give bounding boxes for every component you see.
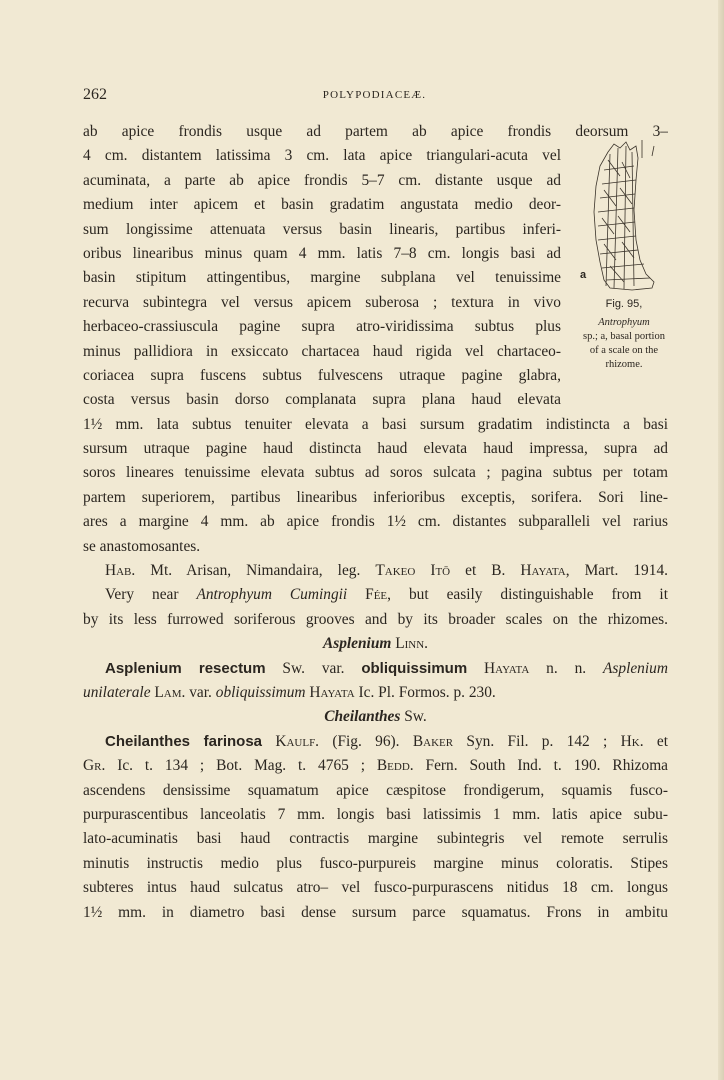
variety-name: obliquissimum bbox=[215, 683, 306, 701]
author-name: Baker bbox=[412, 732, 454, 750]
genus-heading-cheilanthes bbox=[83, 705, 668, 729]
note-line: by its less furrowed soriferous grooves and by its broader scales on the rhizomes. bbox=[83, 610, 668, 628]
text-line: lato-acuminatis basi haud contractis margine subintegris vel remote serrulis bbox=[83, 830, 668, 848]
page-header bbox=[83, 86, 666, 108]
text-line: 1½ mm. in diametro basi dense sursum parce squamatus. Frons in ambitu bbox=[83, 903, 668, 921]
species-name: Cheilanthes farinosa bbox=[105, 732, 263, 750]
collector-name: B. Hayata bbox=[491, 562, 566, 580]
var-label: var. bbox=[304, 659, 362, 677]
author-name: Kaulf. bbox=[275, 732, 320, 750]
author-name: Sw. bbox=[282, 659, 305, 677]
reference-text: Ic. t. 134 ; Bot. Mag. t. 4765 ; bbox=[105, 757, 377, 775]
running-title: POLYPODIACEÆ. bbox=[322, 89, 427, 101]
text-line: soros lineares tenuissime elevata subtus ad soros sulcata ; pagina subtus per totam bbox=[83, 464, 668, 482]
var-label: var. bbox=[185, 683, 216, 701]
habitat-line bbox=[83, 559, 668, 583]
text-line: sum longissime attenuata versus basin linearis, partibus inferi- bbox=[83, 220, 561, 238]
author-name: Lam. bbox=[154, 683, 186, 701]
author-name: Gr. bbox=[83, 757, 106, 775]
author-name: Linn. bbox=[395, 635, 429, 653]
text-line: minus pallidiora in exsiccato chartacea haud rigida vel chartaceo- bbox=[83, 342, 561, 360]
author-name: Hayata bbox=[309, 683, 355, 701]
author-name: Fée bbox=[365, 586, 388, 604]
body-text bbox=[83, 120, 668, 925]
genus-name: Cheilanthes bbox=[324, 708, 401, 726]
genus-heading-asplenium bbox=[83, 632, 668, 656]
figure-title: Fig. 95, bbox=[605, 298, 643, 310]
species-line bbox=[83, 681, 668, 705]
figure-ref: (Fig. 96). bbox=[319, 732, 413, 750]
caption-genus: Antrophyum bbox=[598, 317, 650, 328]
reference-text: Fern. South Ind. t. 190. Rhizoma bbox=[413, 757, 668, 775]
text-line: coriacea supra fuscens subtus fulvescens utraque pagine glabra, bbox=[83, 366, 561, 384]
synonym-species: unilaterale bbox=[83, 683, 151, 701]
reference-text: et bbox=[643, 732, 668, 750]
caption-text: sp.; a, basal portion of a scale on the rhizome. bbox=[583, 331, 665, 370]
hab-text: et bbox=[450, 562, 492, 580]
author-name: Bedd. bbox=[376, 757, 414, 775]
text-line: 4 cm. distantem latissima 3 cm. lata apice triangulari-acuta vel bbox=[83, 147, 561, 165]
text-line: medium inter apicem et basin gradatim angustata medio deor- bbox=[83, 196, 561, 214]
nn-label: n. n. bbox=[529, 659, 603, 677]
genus-name: Asplenium bbox=[322, 635, 392, 653]
figure-letter: a bbox=[580, 269, 587, 281]
text-line: partem superiorem, partibus linearibus inferioribus exceptis, sorifera. Sori line- bbox=[83, 488, 668, 506]
text-line: oribus linearibus minus quam 4 mm. latis 7–8 cm. longis basi ad bbox=[83, 244, 561, 262]
text-line: se anastomosantes. bbox=[83, 537, 201, 555]
reference-text: Ic. Pl. Formos. p. 230. bbox=[354, 683, 496, 701]
hab-label: Hab. bbox=[105, 562, 136, 580]
text-line: 1½ mm. lata subtus tenuiter elevata a basi sursum gradatim indistincta a basi bbox=[83, 415, 668, 433]
page-edge bbox=[718, 0, 724, 1080]
text-line: minutis instructis medio plus fusco-purpureis margine minus coloratis. Stipes bbox=[83, 854, 668, 872]
variety-name: obliquissimum bbox=[361, 659, 468, 677]
text-line: ascendens densissime squamatum apice cæspitose frondigerum, squamis fusco- bbox=[83, 781, 668, 799]
text-line: costa versus basin dorso complanata supra plana haud elevata bbox=[83, 391, 561, 409]
species-line bbox=[83, 730, 668, 754]
text-line: ab apice frondis usque ad partem ab apice frondis deorsum 3– bbox=[83, 123, 668, 140]
author-name: Hk. bbox=[620, 732, 644, 750]
hab-text: , Mart. 1914. bbox=[565, 562, 668, 580]
note-text: , but easily distinguishable from it bbox=[387, 586, 668, 604]
text-line: sursum utraque pagine haud distincta haud elevata haud impressa, supra ad bbox=[83, 440, 668, 458]
text-line: recurva subintegra vel versus apicem suberosa ; textura in vivo bbox=[83, 293, 561, 311]
author-name: Sw. bbox=[404, 708, 427, 726]
hab-text: Mt. Arisan, Nimandaira, leg. bbox=[135, 562, 376, 580]
species-line bbox=[83, 754, 668, 778]
species-name: Antrophyum Cumingii bbox=[196, 586, 348, 604]
text-line: ares a margine 4 mm. ab apice frondis 1½ cm. distantes subparalleli vel rarius bbox=[83, 513, 668, 531]
text-line: herbaceo-crassiuscula pagine supra atro-viridissima subtus plus bbox=[83, 318, 561, 336]
author-name: Hayata bbox=[484, 659, 530, 677]
text-line: basin stipitum attingentibus, margine subplana vel tenuissime bbox=[83, 269, 561, 287]
text-line: subteres intus haud sulcatus atro– vel fusco-purpurascens nitidus 18 cm. longus bbox=[83, 879, 668, 897]
note-text: Very near bbox=[105, 586, 197, 604]
note-text bbox=[347, 586, 365, 603]
page-number: 262 bbox=[83, 86, 107, 103]
species-name: Asplenium resectum bbox=[105, 659, 266, 677]
synonym-genus: Asplenium bbox=[602, 659, 668, 677]
collector-name: Takeo Itō bbox=[375, 562, 451, 580]
note-line bbox=[83, 583, 668, 607]
reference-text: Syn. Fil. p. 142 ; bbox=[453, 732, 621, 750]
text-line: acuminata, a parte ab apice frondis 5–7 cm. distante usque ad bbox=[83, 171, 561, 189]
text-line: purpurascentibus lanceolatis 7 mm. longis basi latissimis 1 mm. latis apice subu- bbox=[83, 805, 668, 823]
species-line bbox=[83, 657, 668, 681]
